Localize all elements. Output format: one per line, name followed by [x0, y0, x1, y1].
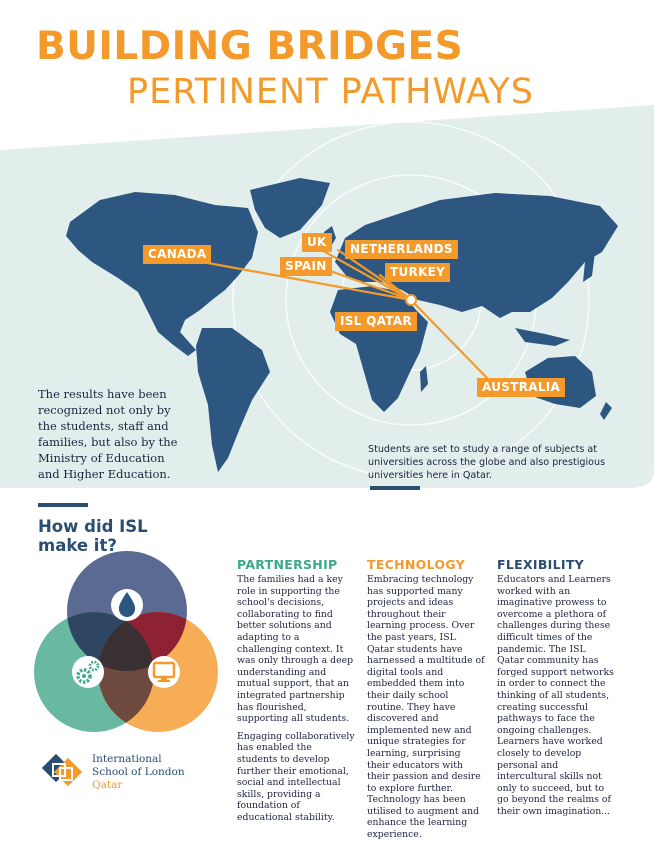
label-spain: SPAIN: [280, 257, 332, 276]
page-subtitle: PERTINENT PATHWAYS: [127, 72, 534, 112]
south-america-shape: [196, 328, 270, 472]
label-canada: CANADA: [143, 245, 211, 264]
label-turkey: TURKEY: [385, 263, 450, 282]
results-text: The results have been recognized not only by the students, staff and families, but also by the Ministry of Education and Higher Education.: [38, 387, 178, 481]
heading-technology: TECHNOLOGY: [367, 557, 465, 572]
greenland-shape: [250, 178, 330, 238]
label-uk: UK: [302, 233, 332, 252]
heading-partnership: PARTNERSHIP: [237, 557, 338, 572]
indonesia-shape: [515, 328, 570, 346]
heading-flexibility: FLEXIBILITY: [497, 557, 585, 572]
gears-icon: [72, 656, 104, 688]
column-flexibility: [497, 574, 615, 823]
water-drop-icon: [111, 589, 143, 621]
page-title: BUILDING BRIDGES: [36, 24, 464, 69]
label-australia: AUSTRALIA: [477, 378, 565, 397]
school-name: [92, 753, 185, 792]
divider-left: [38, 503, 88, 507]
label-isl-qatar: ISL QATAR: [335, 312, 417, 331]
school-name-line3: Qatar: [92, 779, 123, 791]
partnership-paragraph-1: The families had a key role in supporting the school's decisions, collaborating to find better solutions and adapting to a challenging context. It was only through a deep understanding and mutual support, that an integrated partnership has flourished, supporting all students.: [237, 574, 354, 725]
students-text: Students are set to study a range of subjects at universities across the globe and also prestigious universities here in Qatar.: [368, 444, 606, 481]
technology-paragraph-1: Embracing technology has supported many projects and ideas throughout their learning process. Over the past years, ISL Qatar students have harnessed a multitude of digital tools and embedded them into their daily school routine. They have discovered and implemented new and unique strategies for learning, surprising their educators with their passion and desire to explore further. Technology has been utilised to augment and enhance the learning experience.: [367, 574, 485, 841]
madagascar-shape: [420, 366, 428, 392]
column-technology: [367, 574, 485, 847]
how-heading: How did ISL make it?: [38, 517, 148, 555]
flexibility-paragraph-1: Educators and Learners worked with an imaginative prowess to overcome a plethora of challenges during these difficult times of the pandemic. The ISL Qatar community has forged support networks in order to connect the thinking of all students, creating successful pathways to face the ongoing challenges. Learners have worked closely to develop personal and intercultural skills not only to succeed, but to go beyond the realms of their own imagination...: [497, 574, 614, 817]
monitor-icon: [148, 656, 180, 688]
column-partnership: [237, 574, 355, 829]
new-zealand-shape: [600, 402, 612, 420]
school-name-line2: School of London: [92, 766, 185, 778]
divider-right: [370, 486, 420, 490]
venn-diagram: [34, 548, 224, 738]
school-name-line1: International: [92, 753, 162, 765]
qatar-marker: [406, 295, 416, 305]
label-netherlands: NETHERLANDS: [345, 240, 458, 259]
school-logo-icon: [40, 752, 86, 792]
partnership-paragraph-2: Engaging collaboratively has enabled the students to develop further their emotional, social and intellectual skills, providing a foundation of educational stability.: [237, 730, 355, 823]
